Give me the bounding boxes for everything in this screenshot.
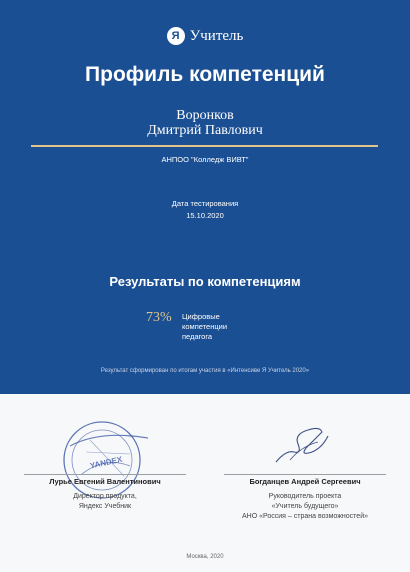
signature-icon	[272, 422, 332, 468]
signatory-role-line: АНО «Россия – страна возможностей»	[242, 513, 368, 520]
signatory-role-line: Яндекс Учебник	[78, 503, 132, 510]
signatory-role	[12, 492, 198, 512]
divider	[31, 145, 378, 147]
signatory-role	[212, 492, 398, 522]
competency-label	[182, 312, 272, 342]
participant-name	[0, 108, 410, 138]
testing-date-label: Дата тестирования	[171, 199, 239, 208]
yandex-stamp-icon	[60, 416, 152, 504]
ya-uchitel-logo	[0, 27, 410, 45]
page-title: Профиль компетенций	[85, 63, 325, 86]
stamp-text: YANDEX	[89, 454, 123, 471]
results-note: Результат сформирован по итогам участия в «Интенсиве Я Учитель 2020»	[100, 368, 310, 374]
participant-given-names: Дмитрий Павлович	[147, 123, 263, 138]
signatory-name: Богданцев Андрей Сергеевич	[249, 477, 361, 486]
signature-line	[24, 474, 186, 475]
participant-surname: Воронков	[176, 108, 234, 123]
signatory-role-line: Директор продукта,	[73, 493, 137, 500]
competency-label-line: компетенции	[182, 322, 228, 331]
organization-name: АНПОО "Колледж ВИВТ"	[161, 155, 249, 164]
signature-line	[224, 474, 386, 475]
results-title: Результаты по компетенциям	[109, 274, 301, 289]
competency-label-line: Цифровые	[182, 312, 220, 321]
competency-percent: 73%	[146, 310, 172, 325]
signatory-name: Лурье Евгений Валентинович	[49, 477, 161, 486]
signatory-role-line: Руководитель проекта	[268, 493, 342, 500]
competency-label-line: педагога	[182, 332, 213, 341]
city-year: Москва, 2020	[186, 554, 224, 560]
signatory-role-line: «Учитель будущего»	[271, 503, 339, 510]
yandex-logo-icon: Я	[167, 27, 185, 45]
testing-date-value: 15.10.2020	[186, 211, 224, 220]
signatures-section	[0, 394, 410, 572]
logo-text: Учитель	[189, 27, 244, 44]
